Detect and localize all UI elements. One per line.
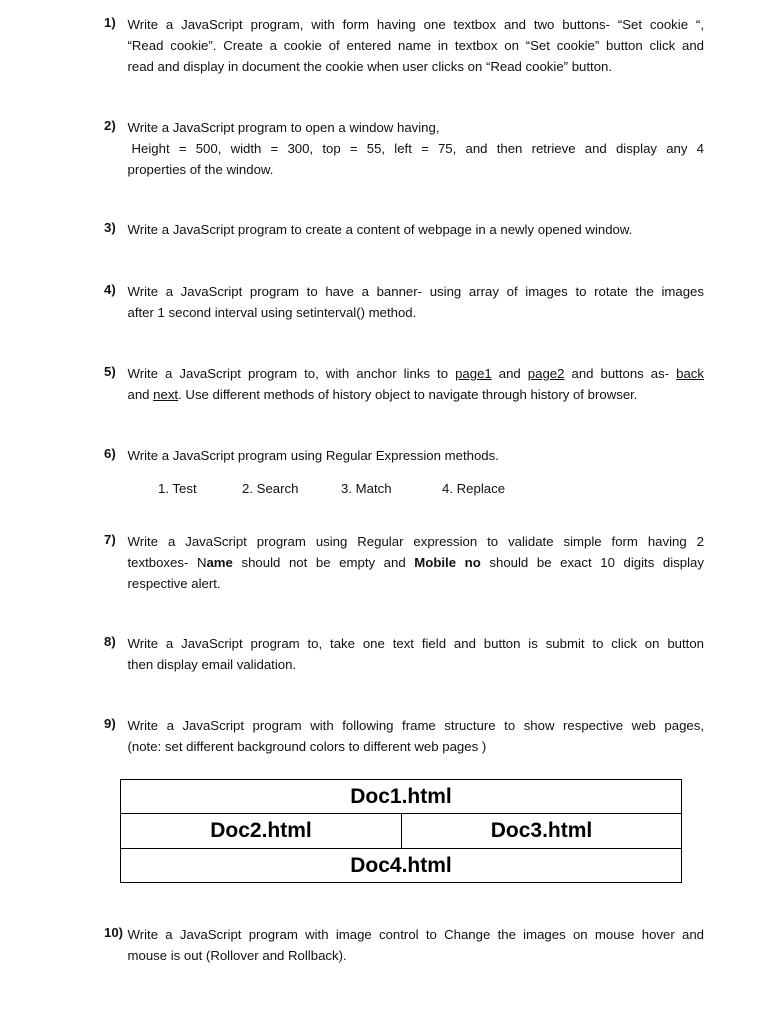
text-line: read and display in document the cookie when user clicks on “Read cookie” button. bbox=[127, 58, 613, 74]
text-line: (note: set different background colors to different web pages ) bbox=[127, 738, 487, 754]
text-line: after 1 second interval using setinterval() method. bbox=[127, 304, 417, 320]
text-line: Write a JavaScript program to, take one text field and button is submit to click on button bbox=[127, 636, 704, 651]
method-item: 1. Test bbox=[158, 481, 197, 496]
text-line: respective alert. bbox=[127, 575, 221, 591]
text-line: Write a JavaScript program with following frame structure to show respective web pages, bbox=[127, 718, 704, 733]
question-number: 6) bbox=[104, 446, 116, 461]
question-number: 9) bbox=[104, 716, 116, 731]
question-number: 1) bbox=[104, 15, 116, 30]
frame-row-middle bbox=[121, 814, 681, 849]
question-number: 10) bbox=[104, 925, 124, 940]
question-text bbox=[128, 15, 705, 77]
next-link: next bbox=[153, 386, 179, 402]
question-text bbox=[128, 532, 705, 594]
question-9 bbox=[104, 716, 704, 758]
text-line: Write a JavaScript program to create a content of webpage in a newly opened window. bbox=[127, 222, 633, 237]
frame-cell-doc3: Doc3.html bbox=[490, 819, 593, 842]
question-text bbox=[128, 220, 705, 241]
text-line: then display email validation. bbox=[127, 656, 297, 672]
text-line: Write a JavaScript program to have a banner- using array of images to rotate the images bbox=[127, 284, 704, 299]
text-line: properties of the window. bbox=[127, 161, 274, 177]
frame-cell-doc4: Doc4.html bbox=[350, 853, 452, 877]
text-run: should be exact 10 digits display bbox=[480, 554, 704, 570]
text-run: textboxes- N bbox=[127, 554, 207, 570]
question-number: 7) bbox=[104, 532, 116, 547]
question-6 bbox=[104, 446, 704, 467]
page1-link: page1 bbox=[455, 366, 492, 381]
text-line: Write a JavaScript program using Regular expression to validate simple form having 2 bbox=[127, 534, 704, 549]
question-10 bbox=[104, 925, 704, 967]
question-3 bbox=[104, 220, 704, 241]
frame-structure-table bbox=[120, 779, 682, 883]
name-emphasis: ame bbox=[206, 554, 233, 570]
frame-row-top bbox=[121, 780, 681, 814]
question-number: 5) bbox=[104, 364, 116, 379]
text-line: Write a JavaScript program, with form having one textbox and two buttons- “Set cookie “, bbox=[127, 17, 704, 32]
question-text bbox=[128, 446, 705, 467]
text-line: mouse is out (Rollover and Rollback). bbox=[127, 947, 347, 963]
text-run: should not be empty and bbox=[232, 554, 415, 570]
text-line bbox=[128, 364, 705, 385]
method-item: 2. Search bbox=[242, 481, 299, 496]
text-line: Write a JavaScript program with image control to Change the images on mouse hover and bbox=[127, 927, 704, 942]
question-text bbox=[128, 364, 705, 406]
mobile-emphasis: Mobile no bbox=[414, 554, 481, 570]
regex-methods-list bbox=[0, 481, 768, 501]
question-text bbox=[128, 282, 705, 324]
text-run: Write a JavaScript program to, with anchor links to bbox=[127, 366, 456, 381]
question-1 bbox=[104, 15, 704, 77]
text-line: “Read cookie”. Create a cookie of entered name in textbox on “Set cookie” button click and bbox=[127, 37, 704, 53]
question-7 bbox=[104, 532, 704, 594]
frame-cell-doc2: Doc2.html bbox=[121, 814, 402, 848]
text-line: Write a JavaScript program to open a window having, bbox=[127, 120, 440, 135]
question-4 bbox=[104, 282, 704, 324]
method-item: 4. Replace bbox=[442, 481, 506, 496]
question-8 bbox=[104, 634, 704, 676]
question-number: 3) bbox=[104, 220, 116, 235]
question-text bbox=[128, 634, 705, 676]
question-text bbox=[128, 118, 705, 180]
question-number: 8) bbox=[104, 634, 116, 649]
question-number: 4) bbox=[104, 282, 116, 297]
text-line bbox=[128, 553, 705, 574]
text-line: Height = 500, width = 300, top = 55, left = 75, and then retrieve and display any 4 bbox=[131, 140, 704, 156]
frame-row-bottom bbox=[121, 849, 681, 882]
text-run: . Use different methods of history object to navigate through history of browser. bbox=[178, 386, 638, 402]
method-item: 3. Match bbox=[341, 481, 392, 496]
page2-link: page2 bbox=[527, 366, 565, 381]
frame-cell-doc1: Doc1.html bbox=[350, 784, 452, 808]
text-line bbox=[128, 385, 705, 406]
question-text bbox=[128, 925, 705, 967]
text-run: and buttons as- bbox=[564, 366, 677, 381]
question-5 bbox=[104, 364, 704, 406]
question-2 bbox=[104, 118, 704, 180]
text-run: and bbox=[127, 386, 154, 402]
question-number: 2) bbox=[104, 118, 116, 133]
text-line: Write a JavaScript program using Regular Expression methods. bbox=[127, 448, 499, 463]
question-text bbox=[128, 716, 705, 758]
text-run: and bbox=[491, 366, 528, 381]
back-link: back bbox=[676, 366, 704, 381]
